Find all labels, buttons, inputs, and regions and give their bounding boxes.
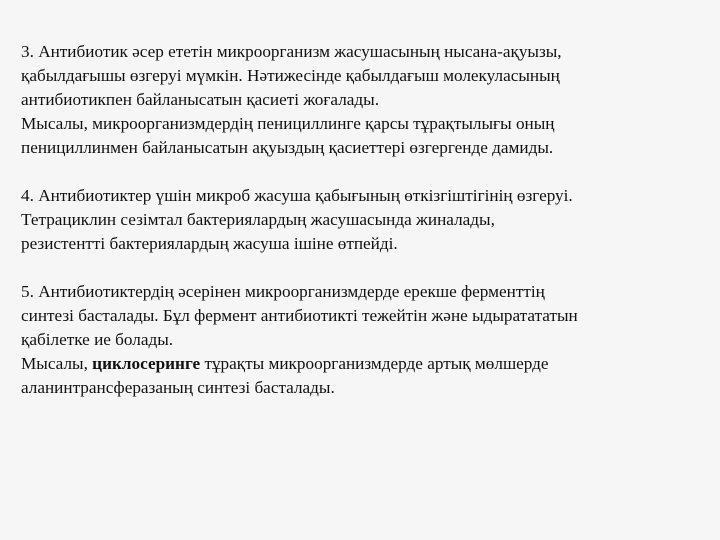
text-line: 3. Антибиотик әсер ететін микроорганизм жасушасының нысана-ақуызы,: [21, 42, 562, 61]
emphasized-term: циклосеринге: [92, 354, 201, 373]
text-line: аланинтрансферазаның синтезі басталады.: [21, 378, 335, 397]
paragraph-mechanism-5: [21, 280, 711, 400]
text-line: Тетрациклин сезімтал бактериялардың жасушасында жиналады,: [21, 210, 495, 229]
text-line: 4. Антибиотиктер үшін микроб жасуша қабығының өткізгіштігінің өзгеруі.: [21, 186, 573, 205]
text-line: антибиотикпен байланысатын қасиеті жоғалады.: [21, 90, 380, 109]
text-suffix: тұрақты микроорганизмдерде артық мөлшерде: [200, 354, 549, 373]
slide-text-body: [21, 40, 711, 400]
text-line-with-emphasis: [21, 352, 711, 376]
text-line: қабылдағышы өзгеруі мүмкін. Нәтижесінде қабылдағыш молекуласының: [21, 66, 560, 85]
text-line: 5. Антибиотиктердің әсерінен микроорганизмдерде ерекше ферменттің: [21, 282, 545, 301]
paragraph-mechanism-3: [21, 40, 711, 160]
text-line: қабілетке ие болады.: [21, 330, 174, 349]
text-line: пенициллинмен байланысатын ақуыздың қасиеттері өзгергенде дамиды.: [21, 138, 554, 157]
paragraph-spacer: [21, 160, 711, 184]
text-line: синтезі басталады. Бұл фермент антибиотикті тежейтін және ыдыратататын: [21, 306, 578, 325]
paragraph-spacer: [21, 256, 711, 280]
text-prefix: Мысалы,: [21, 354, 93, 373]
text-line: Мысалы, микроорганизмдердің пенициллинге қарсы тұрақтылығы оның: [21, 114, 555, 133]
paragraph-mechanism-4: [21, 184, 711, 256]
text-line: резистентті бактериялардың жасуша ішіне өтпейді.: [21, 234, 398, 253]
